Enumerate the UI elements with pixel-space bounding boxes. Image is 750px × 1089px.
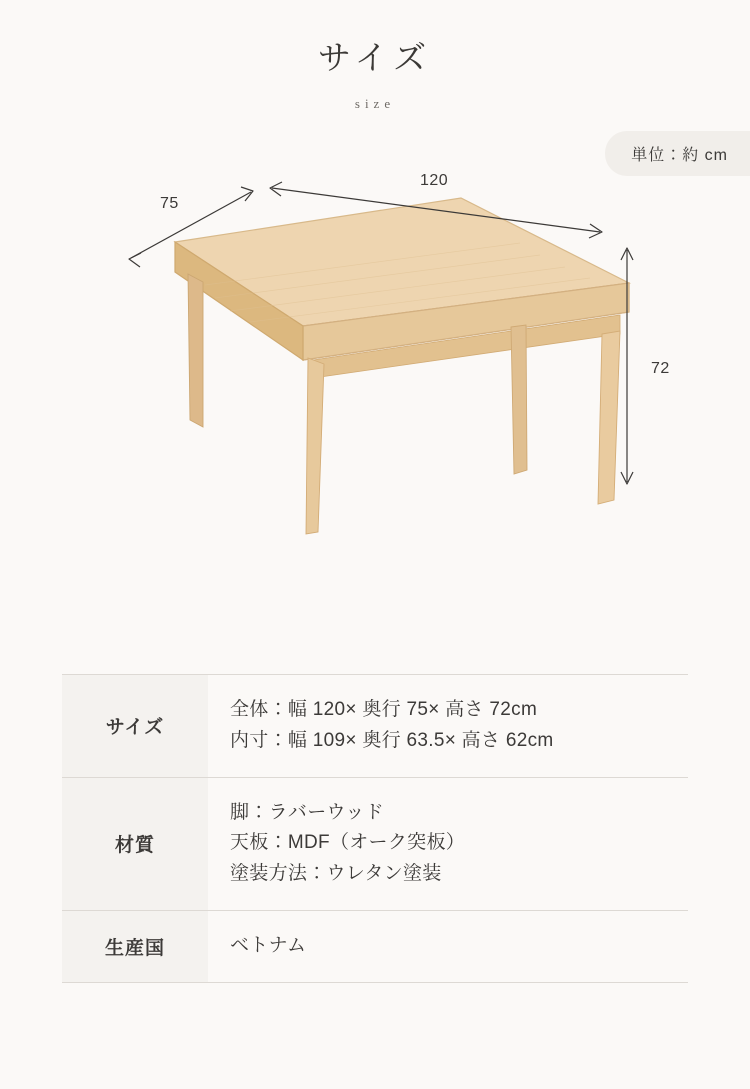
spec-table — [62, 674, 688, 983]
dimension-label-height: 72 — [651, 359, 670, 377]
leg-front-left — [306, 358, 324, 534]
spec-line: 塗装方法：ウレタン塗装 — [230, 863, 442, 885]
unit-badge: 単位：約 cm — [605, 131, 750, 176]
leg-front-right — [598, 331, 620, 504]
spec-line: ベトナム — [230, 934, 307, 956]
spec-row-header: サイズ — [62, 675, 208, 777]
leg-back-right — [511, 325, 527, 474]
spec-row-body — [208, 778, 688, 910]
table-row — [62, 675, 688, 778]
size-diagram — [0, 170, 750, 600]
table-illustration — [0, 170, 750, 600]
page-title: サイズ — [317, 39, 433, 76]
spec-row-header: 生産国 — [62, 911, 208, 982]
spec-row-body — [208, 911, 688, 982]
spec-row-header: 材質 — [62, 778, 208, 910]
spec-row-body — [208, 675, 688, 777]
spec-line: 全体：幅 120× 奥行 75× 高さ 72cm — [230, 699, 538, 720]
leg-back-left — [188, 274, 203, 427]
dimension-label-depth: 75 — [160, 194, 179, 212]
spec-line: 天板：MDF（オーク突板） — [230, 832, 466, 854]
table-row — [62, 778, 688, 911]
spec-line: 脚：ラバーウッド — [230, 801, 385, 823]
page-header — [0, 0, 750, 112]
dimension-label-width: 120 — [420, 171, 449, 189]
spec-line: 内寸：幅 109× 奥行 63.5× 高さ 62cm — [230, 729, 554, 751]
page-subtitle: size — [354, 95, 396, 111]
table-row — [62, 911, 688, 982]
